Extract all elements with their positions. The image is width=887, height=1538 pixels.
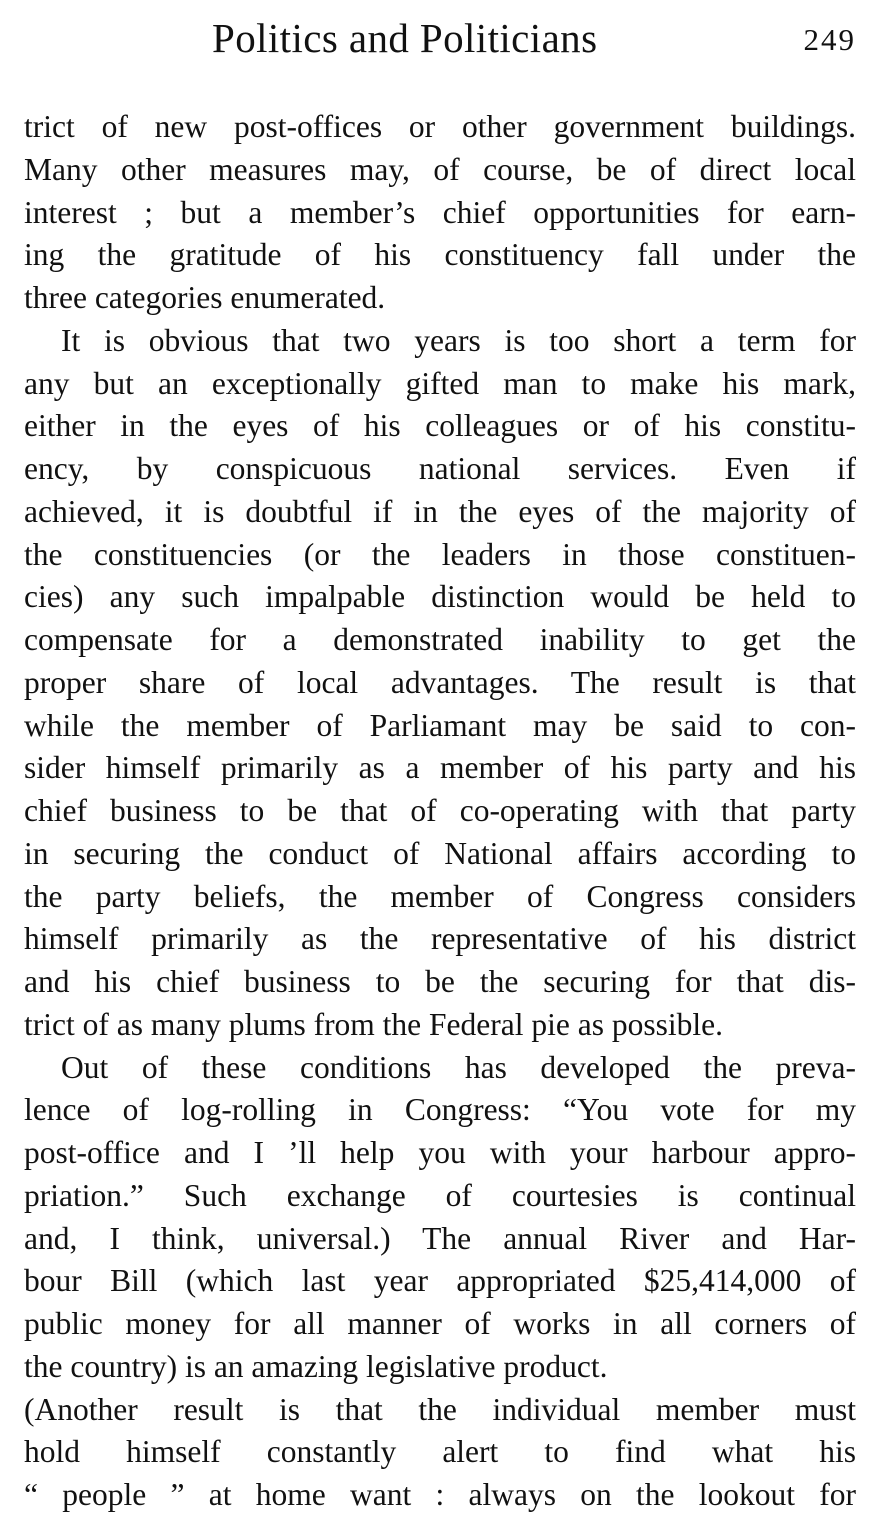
text-line: while the member of Parliamant may be said to con-: [24, 707, 856, 743]
running-head: [24, 14, 856, 68]
text-line: It is obvious that two years is too short a term for: [61, 322, 856, 358]
text-line: ency, by conspicuous national services. Even if: [24, 451, 856, 486]
page-number: 249: [803, 22, 856, 57]
text-line: cies) any such impalpable distinction would be held to: [24, 579, 856, 615]
body-text: [24, 106, 856, 1517]
text-line: (Another result is that the individual member must: [24, 1391, 856, 1427]
text-line: Out of these conditions has developed the preva-: [61, 1049, 856, 1085]
text-line: chief business to be that of co-operating with that party: [24, 793, 856, 828]
text-line: compensate for a demonstrated inability to get the: [24, 622, 856, 657]
text-line: Many other measures may, of course, be of direct local: [24, 151, 856, 187]
text-line: any but an exceptionally gifted man to make his mark,: [24, 365, 856, 401]
text-line: hold himself constantly alert to find what his: [24, 1434, 856, 1470]
text-line: ing the gratitude of his constituency fall under the: [24, 237, 856, 273]
text-line: the party beliefs, the member of Congress considers: [24, 878, 856, 914]
text-line: priation.” Such exchange of courtesies is continual: [24, 1177, 856, 1213]
text-line: lence of log-rolling in Congress: “You vote for my: [24, 1092, 856, 1128]
text-line: achieved, it is doubtful if in the eyes of the majority of: [24, 493, 856, 529]
running-title: Politics and Politicians: [212, 15, 598, 61]
text-line: “ people ” at home want : always on the lookout for: [24, 1477, 856, 1512]
text-line: trict of new post-offices or other government buildings.: [24, 109, 856, 144]
text-line: post-office and I ’ll help you with your harbour appro-: [24, 1135, 856, 1170]
text-line: either in the eyes of his colleagues or of his constitu-: [24, 408, 856, 444]
text-line: trict of as many plums from the Federal pie as possible.: [24, 1006, 723, 1042]
text-line: proper share of local advantages. The result is that: [24, 664, 856, 700]
text-line: in securing the conduct of National affairs according to: [24, 835, 856, 871]
text-line: the country) is an amazing legislative product.: [24, 1348, 608, 1384]
text-line: sider himself primarily as a member of his party and his: [24, 750, 856, 786]
text-line: the constituencies (or the leaders in those constituen-: [24, 536, 856, 572]
text-line: himself primarily as the representative of his district: [24, 921, 856, 957]
text-line: and, I think, universal.) The annual River and Har-: [24, 1220, 856, 1256]
text-line: and his chief business to be the securing for that dis-: [24, 964, 856, 999]
text-line: bour Bill (which last year appropriated $25,414,000 of: [24, 1263, 856, 1299]
text-line: public money for all manner of works in all corners of: [24, 1306, 856, 1341]
text-line: three categories enumerated.: [24, 280, 386, 315]
text-line: interest ; but a member’s chief opportunities for earn-: [24, 194, 856, 230]
